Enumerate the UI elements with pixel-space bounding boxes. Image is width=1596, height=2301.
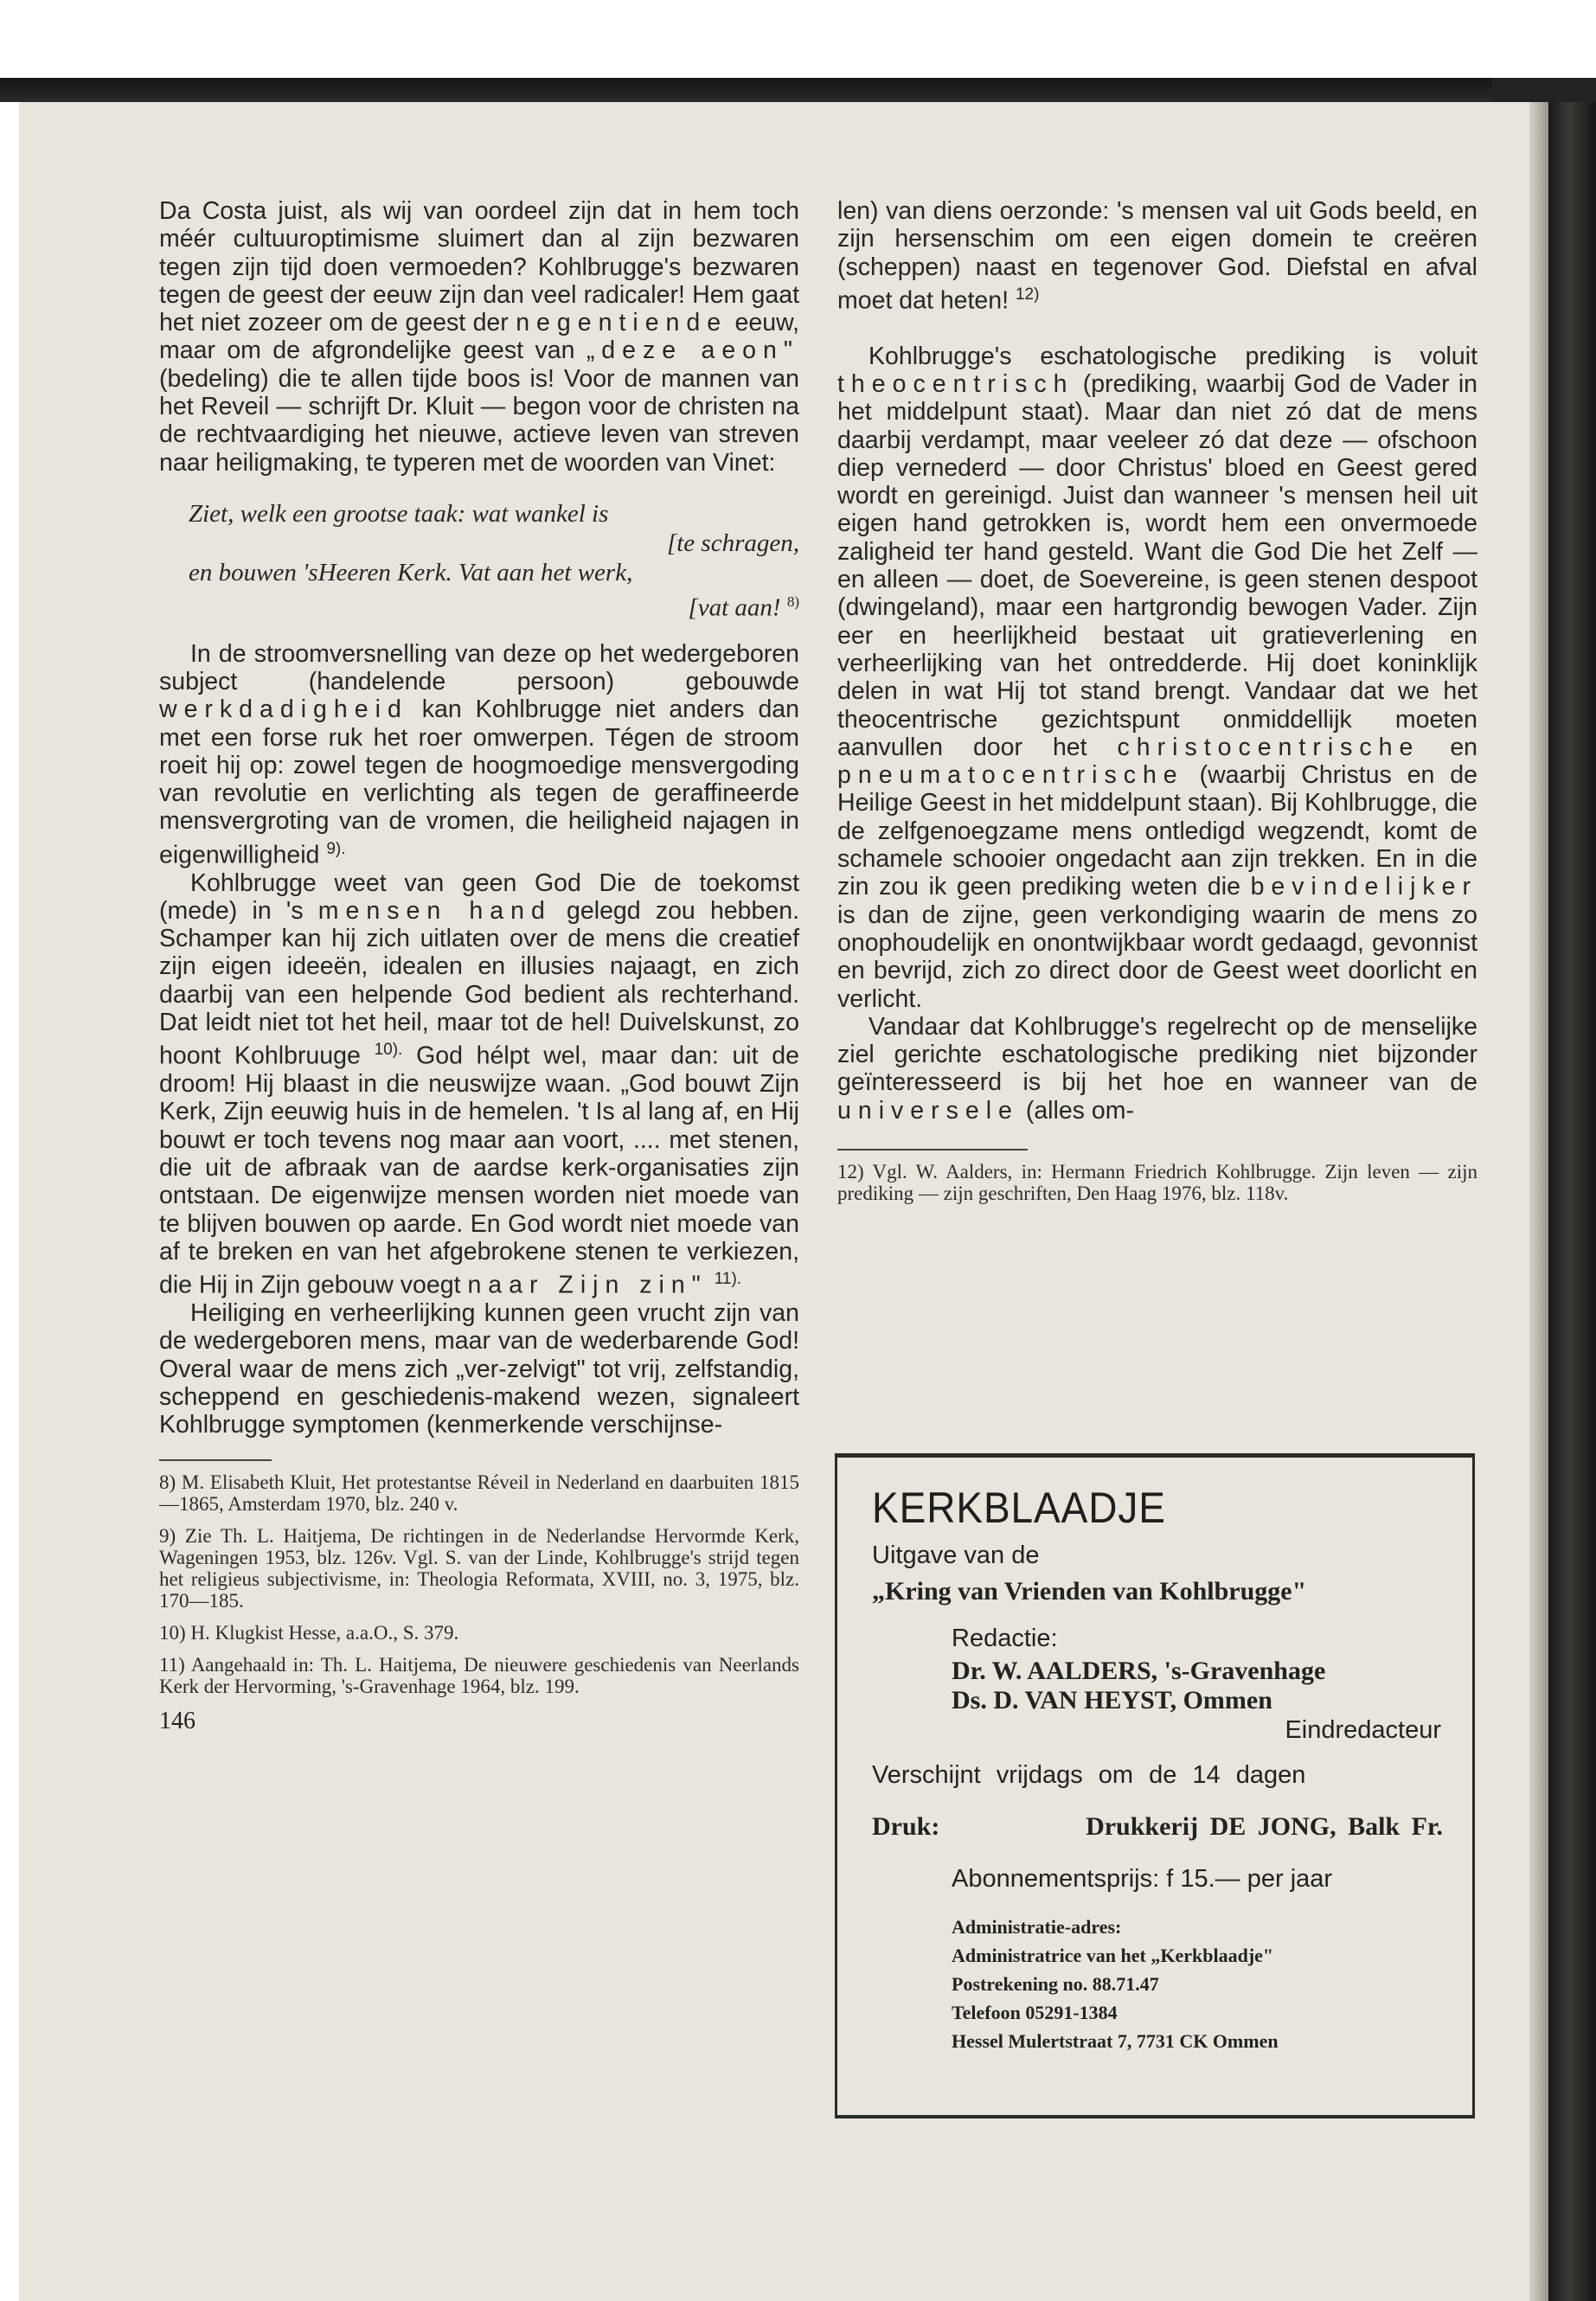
footnote-ref: 12) (1015, 285, 1040, 304)
poem-text: [vat aan! (688, 593, 781, 622)
footnote-divider (837, 1149, 1028, 1150)
paragraph (837, 197, 1477, 315)
editor-name: Dr. W. AALDERS, 's-Gravenhage (952, 1657, 1326, 1685)
druk-label: Druk: (872, 1812, 940, 1841)
emphasis-text: universele (837, 1096, 1019, 1125)
kerkblaadje-content (872, 1484, 1443, 2055)
admin-line: Hessel Mulertstraat 7, 7731 CK Ommen (952, 2030, 1279, 2052)
editor-name: Ds. D. VAN HEYST, Ommen (952, 1686, 1272, 1715)
poem-quote (159, 499, 799, 623)
redactie-label: Redactie: (952, 1625, 1058, 1652)
masthead-title: KERKBLAADJE (872, 1484, 1166, 1532)
page-edge (1529, 102, 1548, 2301)
footnote: 8) M. Elisabeth Kluit, Het protestantse Réveil in Nederland en daarbuiten 1815—1865, Amsterdam 1970, blz. 240 v. (159, 1471, 799, 1516)
text: (waarbij Christus en de Heilige Geest in het middelpunt staan). Bij Kohlbrugge, die de zelfgenoegzame mens ontledigd wegzendt, komt de schamele schooier ongedacht aan zijn trekken. En in die zin zou ik geen prediking weten die (837, 761, 1477, 901)
text: en (1450, 733, 1478, 761)
text: eeuw, maar om de afgrondelijke geest van (159, 309, 800, 365)
text: gelegd zou hebben. Schamper kan hij zich uitlaten over de mens die creatief zijn eigen ideeën, idealen en illusies najaagt, en zich daarbij van een helpende God bedient als rechterhand. Dat leidt niet tot het heil, maar tot de hel! Duivelskunst, zo hoont Kohlbruuge (159, 896, 800, 1070)
admin-label: Administratie-adres: (952, 1916, 1122, 1938)
text: Vandaar dat Kohlbrugge's regelrecht op de menselijke ziel gerichte eschatologische prediking niet bijzonder geïnteresseerd is bij het hoe en wanneer van de (837, 1012, 1477, 1097)
schedule-line: Verschijnt vrijdags om de 14 dagen (872, 1761, 1306, 1789)
emphasis-text: werkdadigheid (159, 695, 408, 724)
text: Kohlbrugge's eschatologische prediking is voluit (869, 342, 1477, 370)
text: In de stroomversnelling van deze op het wedergeboren subject (handelende persoon) gebouwde (159, 639, 799, 695)
left-column (159, 197, 799, 1736)
paragraph (159, 869, 799, 1299)
printer-name: Drukkerij DE JONG, Balk Fr. (1086, 1812, 1443, 1841)
subscription-price: Abonnementsprijs: f 15.— per jaar (952, 1865, 1333, 1893)
footnote: 9) Zie Th. L. Haitjema, De richtingen in de Nederlandse Hervormde Kerk, Wageningen 1953, blz. 126v. Vgl. S. van der Linde, Kohlbrugge's strijd tegen het religieus subjectivisme, in: Theologia Reformata, XVIII, no. 3, 1975, blz. 170—185. (159, 1525, 799, 1612)
text: Da Costa juist, als wij van oordeel zijn dat in hem toch méér cultuuroptimisme sluimert dan al zijn bezwaren tegen zijn tijd doen vermoeden? Kohlbrugge's bezwaren tegen de geest der eeuw zijn dan veel radicaler! Hem gaat het niet zozeer om de geest der (159, 197, 799, 337)
paragraph (837, 1013, 1477, 1125)
druk-line (872, 1812, 1443, 1842)
paragraph (837, 343, 1477, 1013)
admin-line: Telefoon 05291-1384 (952, 2002, 1118, 2023)
kring-line (872, 1577, 1443, 1606)
footnote-ref: 11). (714, 1270, 742, 1289)
text: is dan de zijne, geen verkondiging waarin de mens zo onophoudelijk en onontwijkbaar wordt gedaagd, gevonnist en bevrijd, zich zo direct door de Geest weet doorlicht en verlicht. (837, 901, 1477, 1013)
footnote: 11) Aangehaald in: Th. L. Haitjema, De nieuwere geschiedenis van Neerlands Kerk der Hervorming, 's-Gravenhage 1964, blz. 199. (159, 1654, 799, 1698)
text: kan Kohlbrugge niet anders dan met een forse ruk het roer omwerpen. Tégen de stroom roeit hij op: zowel tegen de hoogmoedige mensvergoding van revolutie en verlichting als tegen de geraffineerde mensvergroting van de vromen, die heiligheid najagen in eigenwilligheid (159, 695, 799, 869)
scan-border-top (0, 78, 1596, 102)
right-column (837, 197, 1477, 1215)
poem-line: Ziet, welk een grootse taak: wat wankel is (189, 499, 609, 528)
text: God hélpt wel, maar dan: uit de droom! Hij blaast in die neuswijze waan. „God bouwt Zijn Kerk, Zijn eeuwig huis in de hemelen. 't Is al lang af, en Hij bouwt er toch tevens nog maar aan voort, .... met stenen, die uit de afbraak van de aardse kerk-organisaties zijn ontstaan. De eigenwijze mensen worden niet moede van te blijven bouwen op aarde. En God wordt niet moede van af te breken en van het afgebrokene stenen te verkiezen, die Hij in Zijn gebouw voegt (159, 1042, 799, 1299)
emphasis-text: mensen hand (317, 896, 552, 925)
poem-line (159, 587, 799, 623)
poem-line: [te schragen, (666, 529, 799, 557)
emphasis-text: „deze aeon" (586, 336, 800, 365)
emphasis-text: pneumatocentrische (837, 761, 1184, 790)
text: (alles om- (1025, 1096, 1134, 1125)
paragraph (159, 640, 799, 869)
poem-line: en bouwen 'sHeeren Kerk. Vat aan het werk, (189, 558, 633, 586)
emphasis-text: theocentrisch (837, 369, 1074, 398)
editor-role: Eindredacteur (1285, 1716, 1441, 1744)
kring-text: „Kring van Vrienden van Kohlbrugge" (872, 1577, 1307, 1606)
emphasis-text: bevindelijker (1250, 873, 1477, 901)
paragraph: Heiliging en verheerlijking kunnen geen vrucht zijn van de wedergeboren mens, maar van de wederbarende God! Overal waar de mens zich „ver-zelvigt" tot vrij, zelfstandig, scheppend en geschiedenis-makend wezen, signaleert Kohlbrugge symptomen (kenmerkende verschijnse- (159, 1298, 799, 1439)
footnote: 12) Vgl. W. Aalders, in: Hermann Friedrich Kohlbrugge. Zijn leven — zijn prediking — zijn geschriften, Den Haag 1976, blz. 118v. (837, 1161, 1477, 1204)
paragraph (159, 197, 799, 477)
text: (prediking, waarbij God de Vader in het middelpunt staat). Maar dan niet zó dat de mens daarbij verdampt, maar veeleer zó dat deze — ofschoon diep vernederd — door Christus' bloed en Geest gered wordt en gereinigd. Juist dan wanneer 's mensen heil uit eigen hand getrokken is, wordt hem een onvermoede zaligheid ter hand gesteld. Want die God Die het Zelf — en alleen — doet, de Soevereine, is geen stenen despoot (dwingeland), maar een hartgrondig bewogen Vader. Zijn eer en heerlijkheid bestaat uit gratieverlening en verheerlijking van het ontredderde. Hij doet koninklijk delen in wat Hij tot stand brengt. Vandaar dat we het theocentrische gezichtspunt onmiddellijk moeten aanvullen door het (837, 369, 1477, 761)
admin-line: Administratrice van het „Kerkblaadje" (952, 1945, 1274, 1966)
page-number: 146 (159, 1708, 195, 1735)
footnote-ref: 9). (326, 839, 346, 858)
text: (bedeling) die te allen tijde boos is! Voor de mannen van het Reveil — schrijft Dr. Kluit — begon voor de christen na de rechtvaardiging het nieuwe, actieve leven van streven naar heiligmaking, te typeren met de woorden van Vinet: (159, 364, 799, 477)
text: len) van diens oerzonde: 's mensen val uit Gods beeld, en zijn hersenschim om een eigen domein te creëren (scheppen) naast en tegenover God. Diefstal en afval moet dat heten! (837, 197, 1477, 315)
footnote-ref: 10). (374, 1041, 403, 1060)
redactie-block (872, 1624, 1443, 1745)
footnote-divider (159, 1459, 272, 1461)
emphasis-text: naar Zijn zin" (467, 1271, 708, 1299)
footnote-ref: 8) (786, 593, 799, 610)
emphasis-text: christocentrische (1117, 733, 1420, 761)
admin-block (872, 1913, 1443, 2055)
footnote: 10) H. Klugkist Hesse, a.a.O., S. 379. (159, 1622, 459, 1644)
text: Kohlbrugge weet van geen God Die de toekomst (mede) in 's (159, 868, 799, 925)
emphasis-text: negentiende (516, 309, 728, 337)
publisher-line: Uitgave van de (872, 1541, 1040, 1569)
admin-line: Postrekening no. 88.71.47 (952, 1973, 1159, 1995)
book-spine (1548, 102, 1596, 2301)
